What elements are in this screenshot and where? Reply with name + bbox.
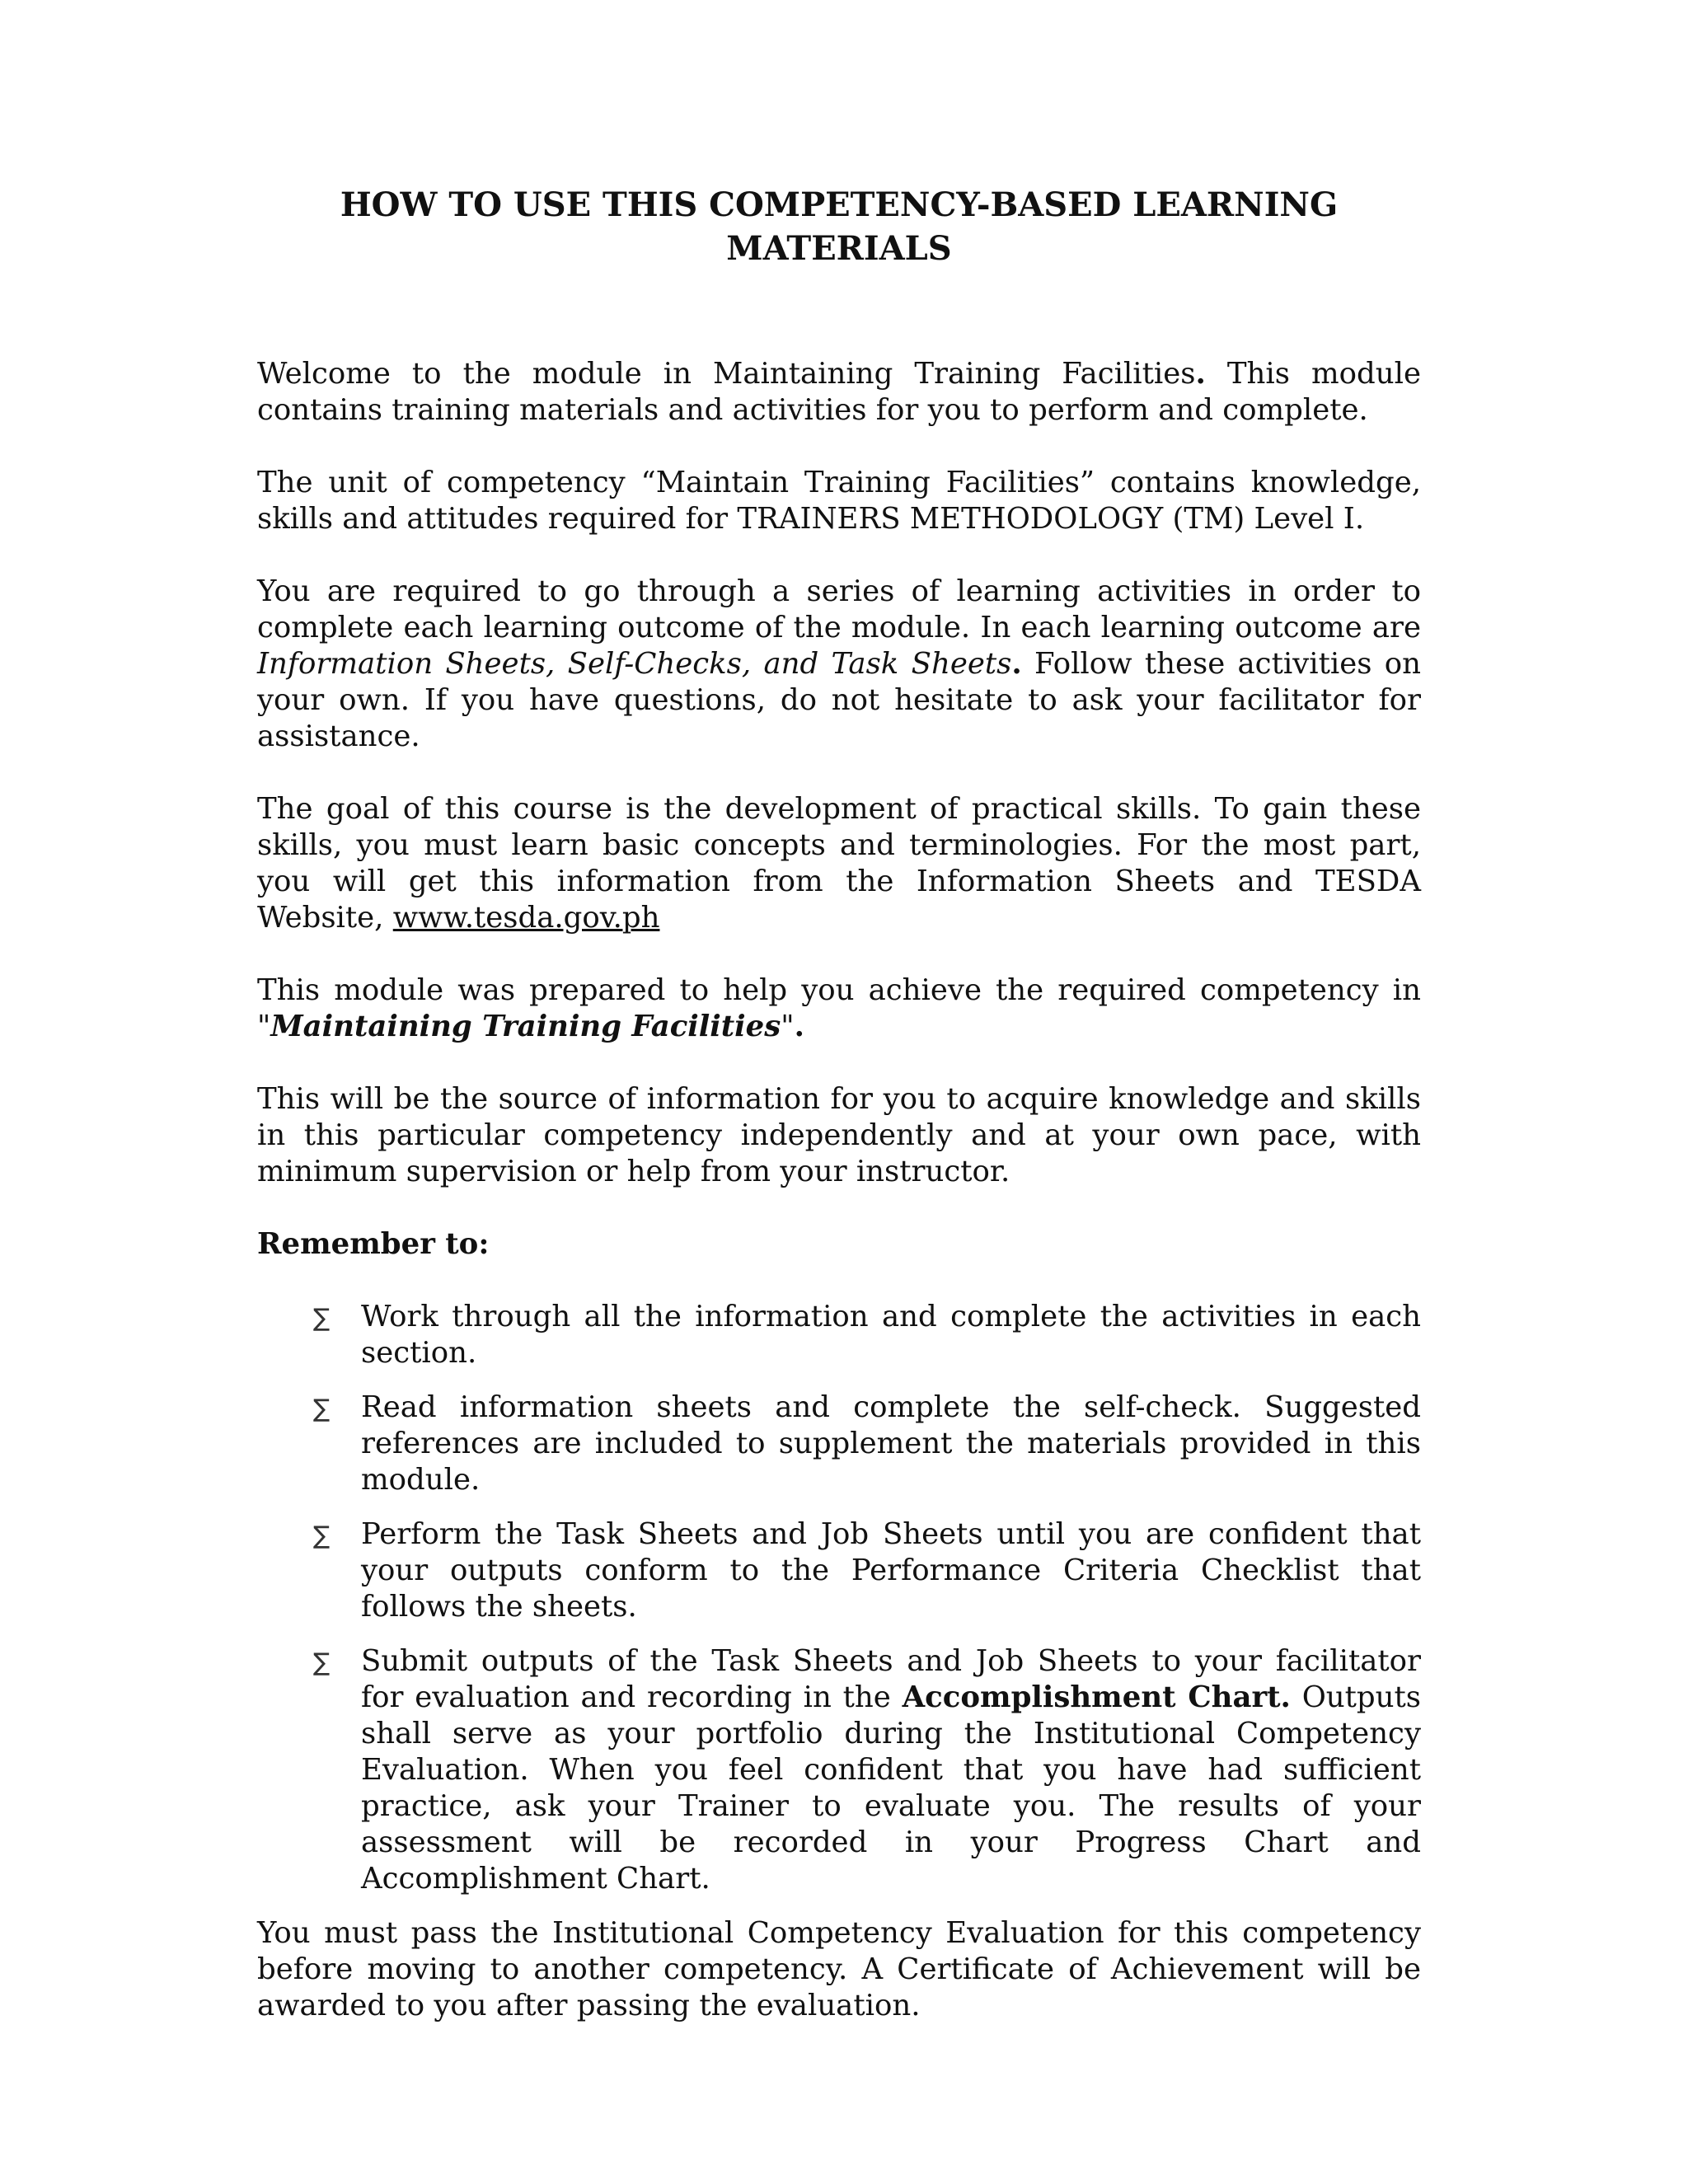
title-line-2: MATERIALS — [726, 229, 952, 268]
sigma-bullet-icon: ∑ — [313, 1394, 331, 1423]
welcome-text-rest: This module contains training materials and activities for you to perform and complete. — [257, 357, 1422, 427]
activities-text: You are required to go through a series of learning activities in order to complete each learning outcome of the module. In each learning outcome are — [257, 574, 1421, 644]
goal-text: The goal of this course is the development of practical skills. To gain these skills, you must learn basic concepts and terminologies. For the most part, you will get this information from the Information Sheets and TESDA Website, — [257, 792, 1421, 935]
purpose-text: This module was prepared to help you achieve the required competency in — [257, 973, 1421, 1007]
tesda-website-link[interactable]: www.tesda.gov.ph — [392, 901, 660, 935]
remember-heading: Remember to: — [257, 1227, 490, 1261]
list-item-text: Work through all the information and complete the activities in each section. — [361, 1300, 1421, 1370]
unit-of-competency-paragraph: The unit of competency “Maintain Training Facilities” contains knowledge, skills and attitudes required for TRAINERS METHODOLOGY (TM) Level I. — [257, 466, 1421, 536]
purpose-close-quote: " — [781, 1010, 795, 1043]
list-item — [257, 1516, 1421, 1625]
welcome-period: . — [1195, 357, 1206, 391]
welcome-text: Welcome to the module in Maintaining Training Facilities — [257, 357, 1196, 391]
activities-period: . — [1011, 647, 1022, 681]
reminder-list — [257, 1299, 1421, 1897]
sigma-bullet-icon: ∑ — [313, 1304, 331, 1333]
closing-paragraph: You must pass the Institutional Competency Evaluation for this competency before moving to another competency. A Certificate of Achievement will be awarded to you after passing the evaluation. — [257, 1916, 1421, 2022]
module-purpose-paragraph — [257, 972, 1421, 1045]
welcome-paragraph — [257, 356, 1421, 429]
list-item — [257, 1299, 1421, 1371]
accomplishment-chart-emphasis: Accomplishment Chart. — [902, 1680, 1291, 1714]
title-line-1: HOW TO USE THIS COMPETENCY-BASED LEARNING — [340, 185, 1339, 224]
sigma-bullet-icon: ∑ — [313, 1648, 331, 1677]
purpose-open-quote: " — [257, 1010, 271, 1043]
learning-activities-paragraph — [257, 574, 1421, 755]
submit-text-rest: Outputs shall serve as your portfolio during the Institutional Competency Evaluation. When you feel confident that you have had sufficient practice, ask your Trainer to evaluate you. The results of your assessment will be recorded in your Progress Chart and Accomplishment Chart. — [361, 1680, 1421, 1896]
document-page — [257, 183, 1421, 2060]
page-title — [257, 183, 1421, 270]
list-item-text: Read information sheets and complete the self-check. Suggested references are included to supplement the materials provided in this module. — [361, 1390, 1421, 1497]
list-item-text — [361, 1644, 1421, 1896]
sigma-bullet-icon: ∑ — [313, 1521, 331, 1550]
list-item — [257, 1390, 1421, 1498]
purpose-competency-name: Maintaining Training Facilities — [270, 1010, 781, 1043]
purpose-period: . — [794, 1010, 804, 1043]
list-item-text: Perform the Task Sheets and Job Sheets until you are confident that your outputs conform to the Performance Criteria Checklist that follows the sheets. — [361, 1517, 1421, 1624]
course-goal-paragraph — [257, 791, 1421, 936]
activities-text-rest: Follow these activities on your own. If you have questions, do not hesitate to ask your facilitator for assistance. — [257, 647, 1421, 753]
source-of-information-paragraph: This will be the source of information for you to acquire knowledge and skills in this particular competency independently and at your own pace, with minimum supervision or help from your instructor. — [257, 1082, 1421, 1188]
list-item — [257, 1643, 1421, 1897]
submit-text: Submit outputs of the Task Sheets and Job Sheets to your facilitator for evaluation and recording in the — [361, 1644, 1421, 1714]
activities-italic-text: Information Sheets, Self-Checks, and Task Sheets — [257, 647, 1012, 681]
